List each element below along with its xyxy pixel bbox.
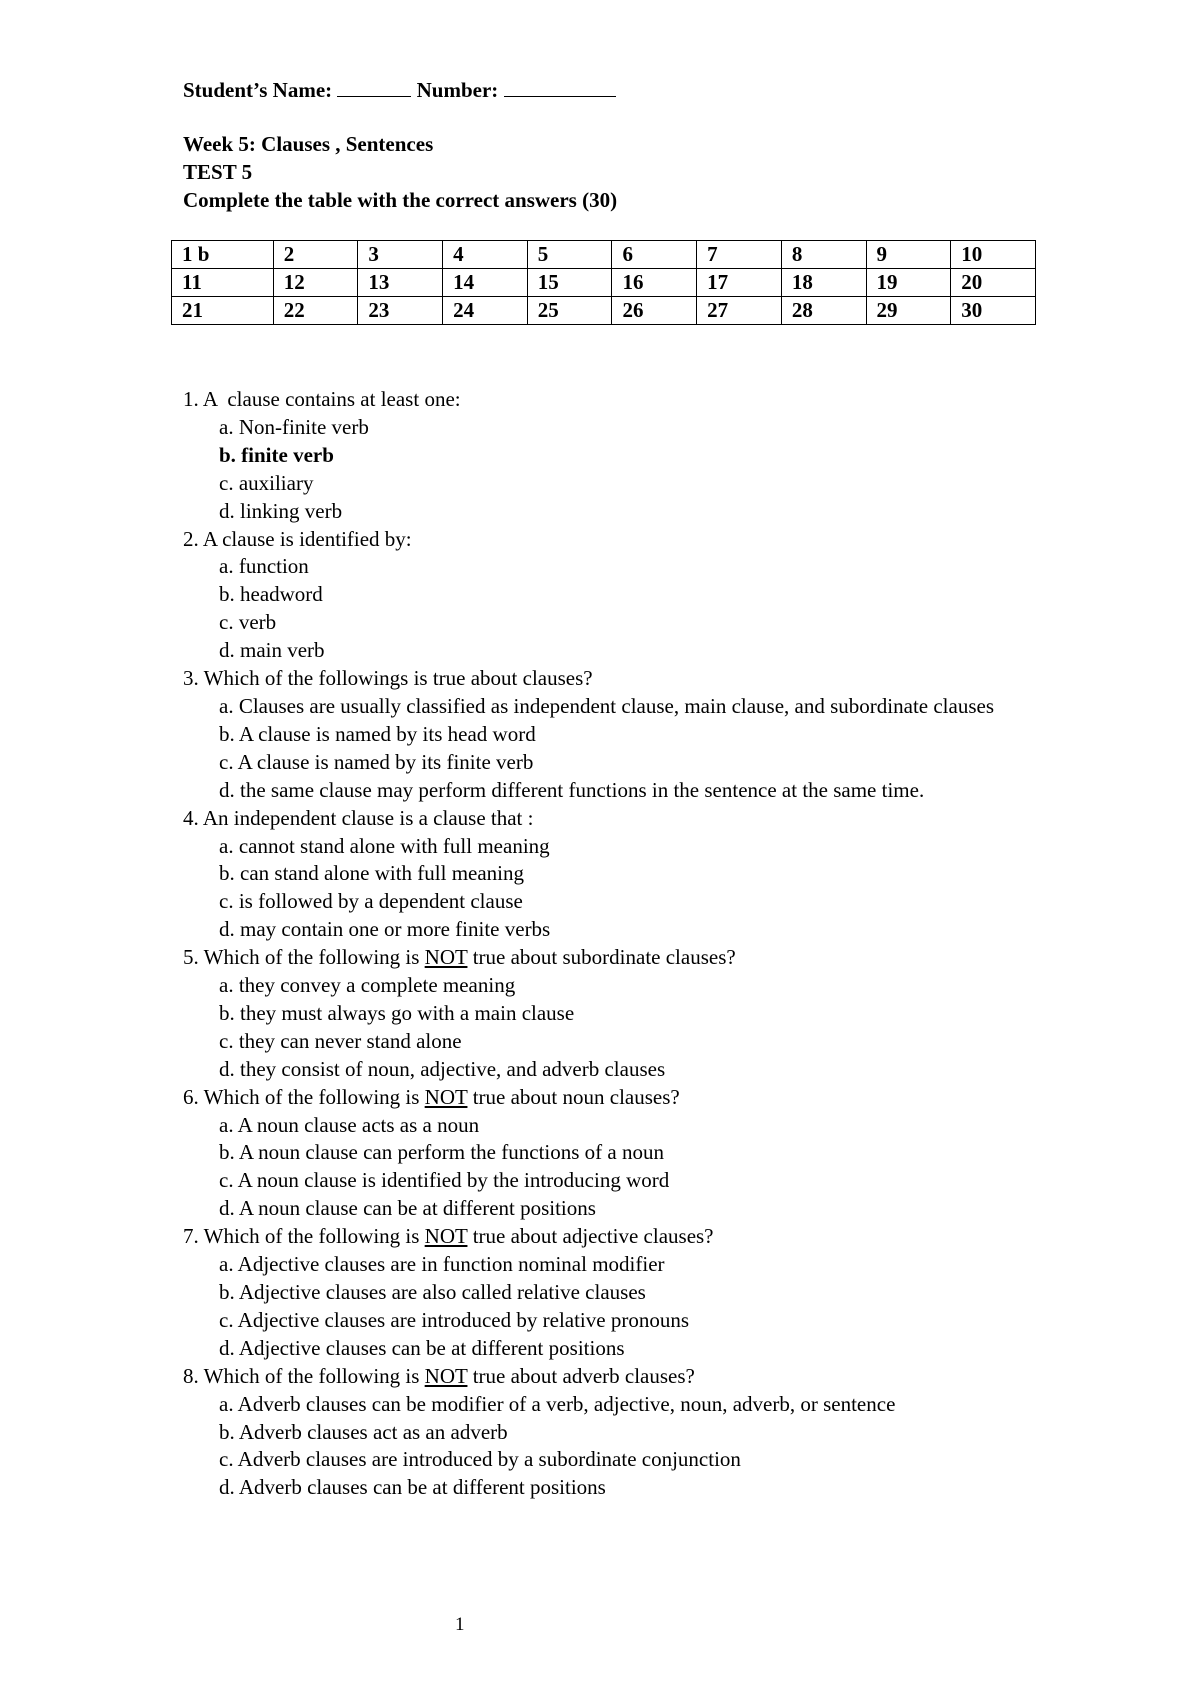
question-stem — [183, 665, 1063, 693]
answer-cell[interactable]: 26 — [612, 297, 697, 325]
answer-cell[interactable]: 8 — [781, 241, 866, 269]
question-block — [183, 805, 1063, 945]
answer-cell[interactable]: 17 — [697, 269, 782, 297]
answer-row — [172, 241, 1036, 269]
answer-cell[interactable]: 29 — [866, 297, 951, 325]
question-text: Which of the following is — [198, 1363, 425, 1388]
question-stem — [183, 944, 1063, 972]
answer-option[interactable]: c. they can never stand alone — [219, 1028, 462, 1053]
question-text: Which of the following is — [198, 945, 425, 970]
question-block — [183, 944, 1063, 1084]
question-text-end: true about adjective clauses? — [467, 1224, 714, 1249]
answer-cell[interactable]: 20 — [951, 269, 1036, 297]
questions-list — [183, 386, 1063, 1502]
question-stem — [183, 526, 1063, 554]
answer-option[interactable]: d. the same clause may perform different functions in the sentence at the same time. — [219, 777, 925, 802]
answer-option[interactable]: b. headword — [219, 582, 323, 607]
answer-option[interactable]: d. linking verb — [219, 498, 343, 523]
answer-option[interactable]: c. A noun clause is identified by the introducing word — [219, 1168, 670, 1193]
answer-option[interactable]: a. Adjective clauses are in function nominal modifier — [219, 1252, 665, 1277]
question-block — [183, 1363, 1063, 1503]
question-text-end: true about adverb clauses? — [467, 1363, 695, 1388]
answer-option[interactable]: d. may contain one or more finite verbs — [219, 917, 551, 942]
answer-cell[interactable]: 7 — [697, 241, 782, 269]
answer-option[interactable]: c. A clause is named by its finite verb — [219, 749, 534, 774]
number-blank[interactable] — [504, 76, 616, 97]
answer-cell[interactable]: 10 — [951, 241, 1036, 269]
answer-option[interactable]: d. they consist of noun, adjective, and adverb clauses — [219, 1056, 666, 1081]
answer-option[interactable]: c. Adjective clauses are introduced by relative pronouns — [219, 1307, 689, 1332]
answer-cell[interactable]: 27 — [697, 297, 782, 325]
question-text: Which of the following is — [198, 1224, 425, 1249]
answer-option[interactable]: b. Adjective clauses are also called relative clauses — [219, 1280, 646, 1304]
question-block — [183, 526, 1063, 666]
answer-cell[interactable]: 19 — [866, 269, 951, 297]
student-name-blank[interactable] — [337, 76, 411, 97]
answer-cell[interactable]: 11 — [172, 269, 274, 297]
answer-option[interactable]: b. they must always go with a main clause — [219, 1000, 575, 1025]
question-stem — [183, 1223, 1063, 1251]
student-info-line — [183, 76, 616, 103]
answer-option[interactable]: d. A noun clause can be at different positions — [219, 1196, 596, 1221]
question-stem — [183, 1084, 1063, 1112]
instruction: Complete the table with the correct answers (30) — [183, 188, 618, 212]
answer-cell[interactable]: 2 — [273, 241, 358, 269]
question-text: Which of the following is — [198, 1084, 425, 1109]
answer-cell[interactable]: 4 — [443, 241, 528, 269]
answer-option[interactable]: a. A noun clause acts as a noun — [219, 1112, 480, 1137]
answer-cell[interactable]: 30 — [951, 297, 1036, 325]
answer-option[interactable]: a. Non-finite verb — [219, 414, 369, 439]
answer-option[interactable]: a. cannot stand alone with full meaning — [219, 833, 550, 858]
question-number: 2. — [183, 526, 199, 551]
answer-option[interactable]: b. A clause is named by its head word — [219, 721, 536, 746]
answer-cell[interactable]: 15 — [527, 269, 612, 297]
answer-option[interactable]: a. they convey a complete meaning — [219, 973, 516, 998]
answer-option[interactable]: d. main verb — [219, 638, 325, 663]
question-emphasis: NOT — [424, 945, 468, 970]
answer-row — [172, 269, 1036, 297]
question-text-end: true about noun clauses? — [467, 1084, 680, 1109]
answer-cell[interactable]: 3 — [358, 241, 443, 269]
question-block — [183, 1084, 1063, 1224]
answer-cell[interactable]: 9 — [866, 241, 951, 269]
answer-row — [172, 297, 1036, 325]
answer-option[interactable]: b. Adverb clauses act as an adverb — [219, 1419, 508, 1444]
answer-cell[interactable]: 12 — [273, 269, 358, 297]
question-emphasis: NOT — [424, 1363, 468, 1388]
answer-cell[interactable]: 21 — [172, 297, 274, 325]
page-number: 1 — [455, 1614, 465, 1635]
question-stem — [183, 805, 1063, 833]
answer-cell[interactable]: 1 b — [172, 241, 274, 269]
question-text: Which of the followings is true about clauses? — [198, 666, 593, 691]
answer-cell[interactable]: 28 — [781, 297, 866, 325]
question-text: An independent clause is a clause that : — [198, 805, 534, 830]
answer-cell[interactable]: 14 — [443, 269, 528, 297]
answer-cell[interactable]: 18 — [781, 269, 866, 297]
question-number: 1. — [183, 387, 199, 411]
question-stem — [183, 386, 1063, 414]
question-number: 4. — [183, 805, 199, 830]
question-text-end: true about subordinate clauses? — [467, 945, 736, 970]
student-name-label: Student’s Name: — [183, 78, 333, 102]
question-number: 8. — [183, 1363, 199, 1388]
answer-cell[interactable]: 6 — [612, 241, 697, 269]
answer-option[interactable]: c. auxiliary — [219, 470, 314, 495]
question-stem — [183, 1363, 1063, 1391]
question-number: 3. — [183, 666, 199, 691]
test-title: TEST 5 — [183, 160, 253, 184]
answer-option[interactable]: a. Clauses are usually classified as independent clause, main clause, and subordinate clauses — [219, 693, 994, 718]
question-number: 5. — [183, 945, 199, 970]
week-title: Week 5: Clauses , Sentences — [183, 132, 434, 156]
answer-option[interactable]: a. function — [219, 554, 309, 579]
answer-cell[interactable]: 25 — [527, 297, 612, 325]
answer-option[interactable]: d. Adverb clauses can be at different positions — [219, 1475, 606, 1500]
answer-cell[interactable]: 16 — [612, 269, 697, 297]
question-number: 7. — [183, 1224, 199, 1249]
answer-option[interactable]: c. is followed by a dependent clause — [219, 889, 523, 914]
answer-option[interactable]: d. Adjective clauses can be at different positions — [219, 1335, 625, 1360]
question-number: 6. — [183, 1084, 199, 1109]
answer-cell[interactable]: 13 — [358, 269, 443, 297]
answer-table — [171, 240, 1036, 325]
answer-cell[interactable]: 23 — [358, 297, 443, 325]
answer-option[interactable]: c. Adverb clauses are introduced by a subordinate conjunction — [219, 1447, 741, 1472]
answer-cell[interactable]: 22 — [273, 297, 358, 325]
question-block — [183, 1223, 1063, 1363]
question-emphasis: NOT — [424, 1224, 468, 1249]
answer-option[interactable]: b. finite verb — [219, 442, 334, 467]
question-block — [183, 665, 1063, 805]
question-text: A clause contains at least one: — [198, 387, 461, 411]
answer-option[interactable]: a. Adverb clauses can be modifier of a verb, adjective, noun, adverb, or sentence — [219, 1391, 896, 1416]
answer-option[interactable]: c. verb — [219, 610, 277, 635]
answer-option[interactable]: b. A noun clause can perform the functions of a noun — [219, 1140, 664, 1165]
answer-cell[interactable]: 5 — [527, 241, 612, 269]
question-text: A clause is identified by: — [198, 526, 412, 551]
answer-option[interactable]: b. can stand alone with full meaning — [219, 861, 525, 886]
question-emphasis: NOT — [424, 1084, 468, 1109]
question-block — [183, 386, 1063, 526]
number-label: Number: — [416, 78, 499, 102]
answer-cell[interactable]: 24 — [443, 297, 528, 325]
